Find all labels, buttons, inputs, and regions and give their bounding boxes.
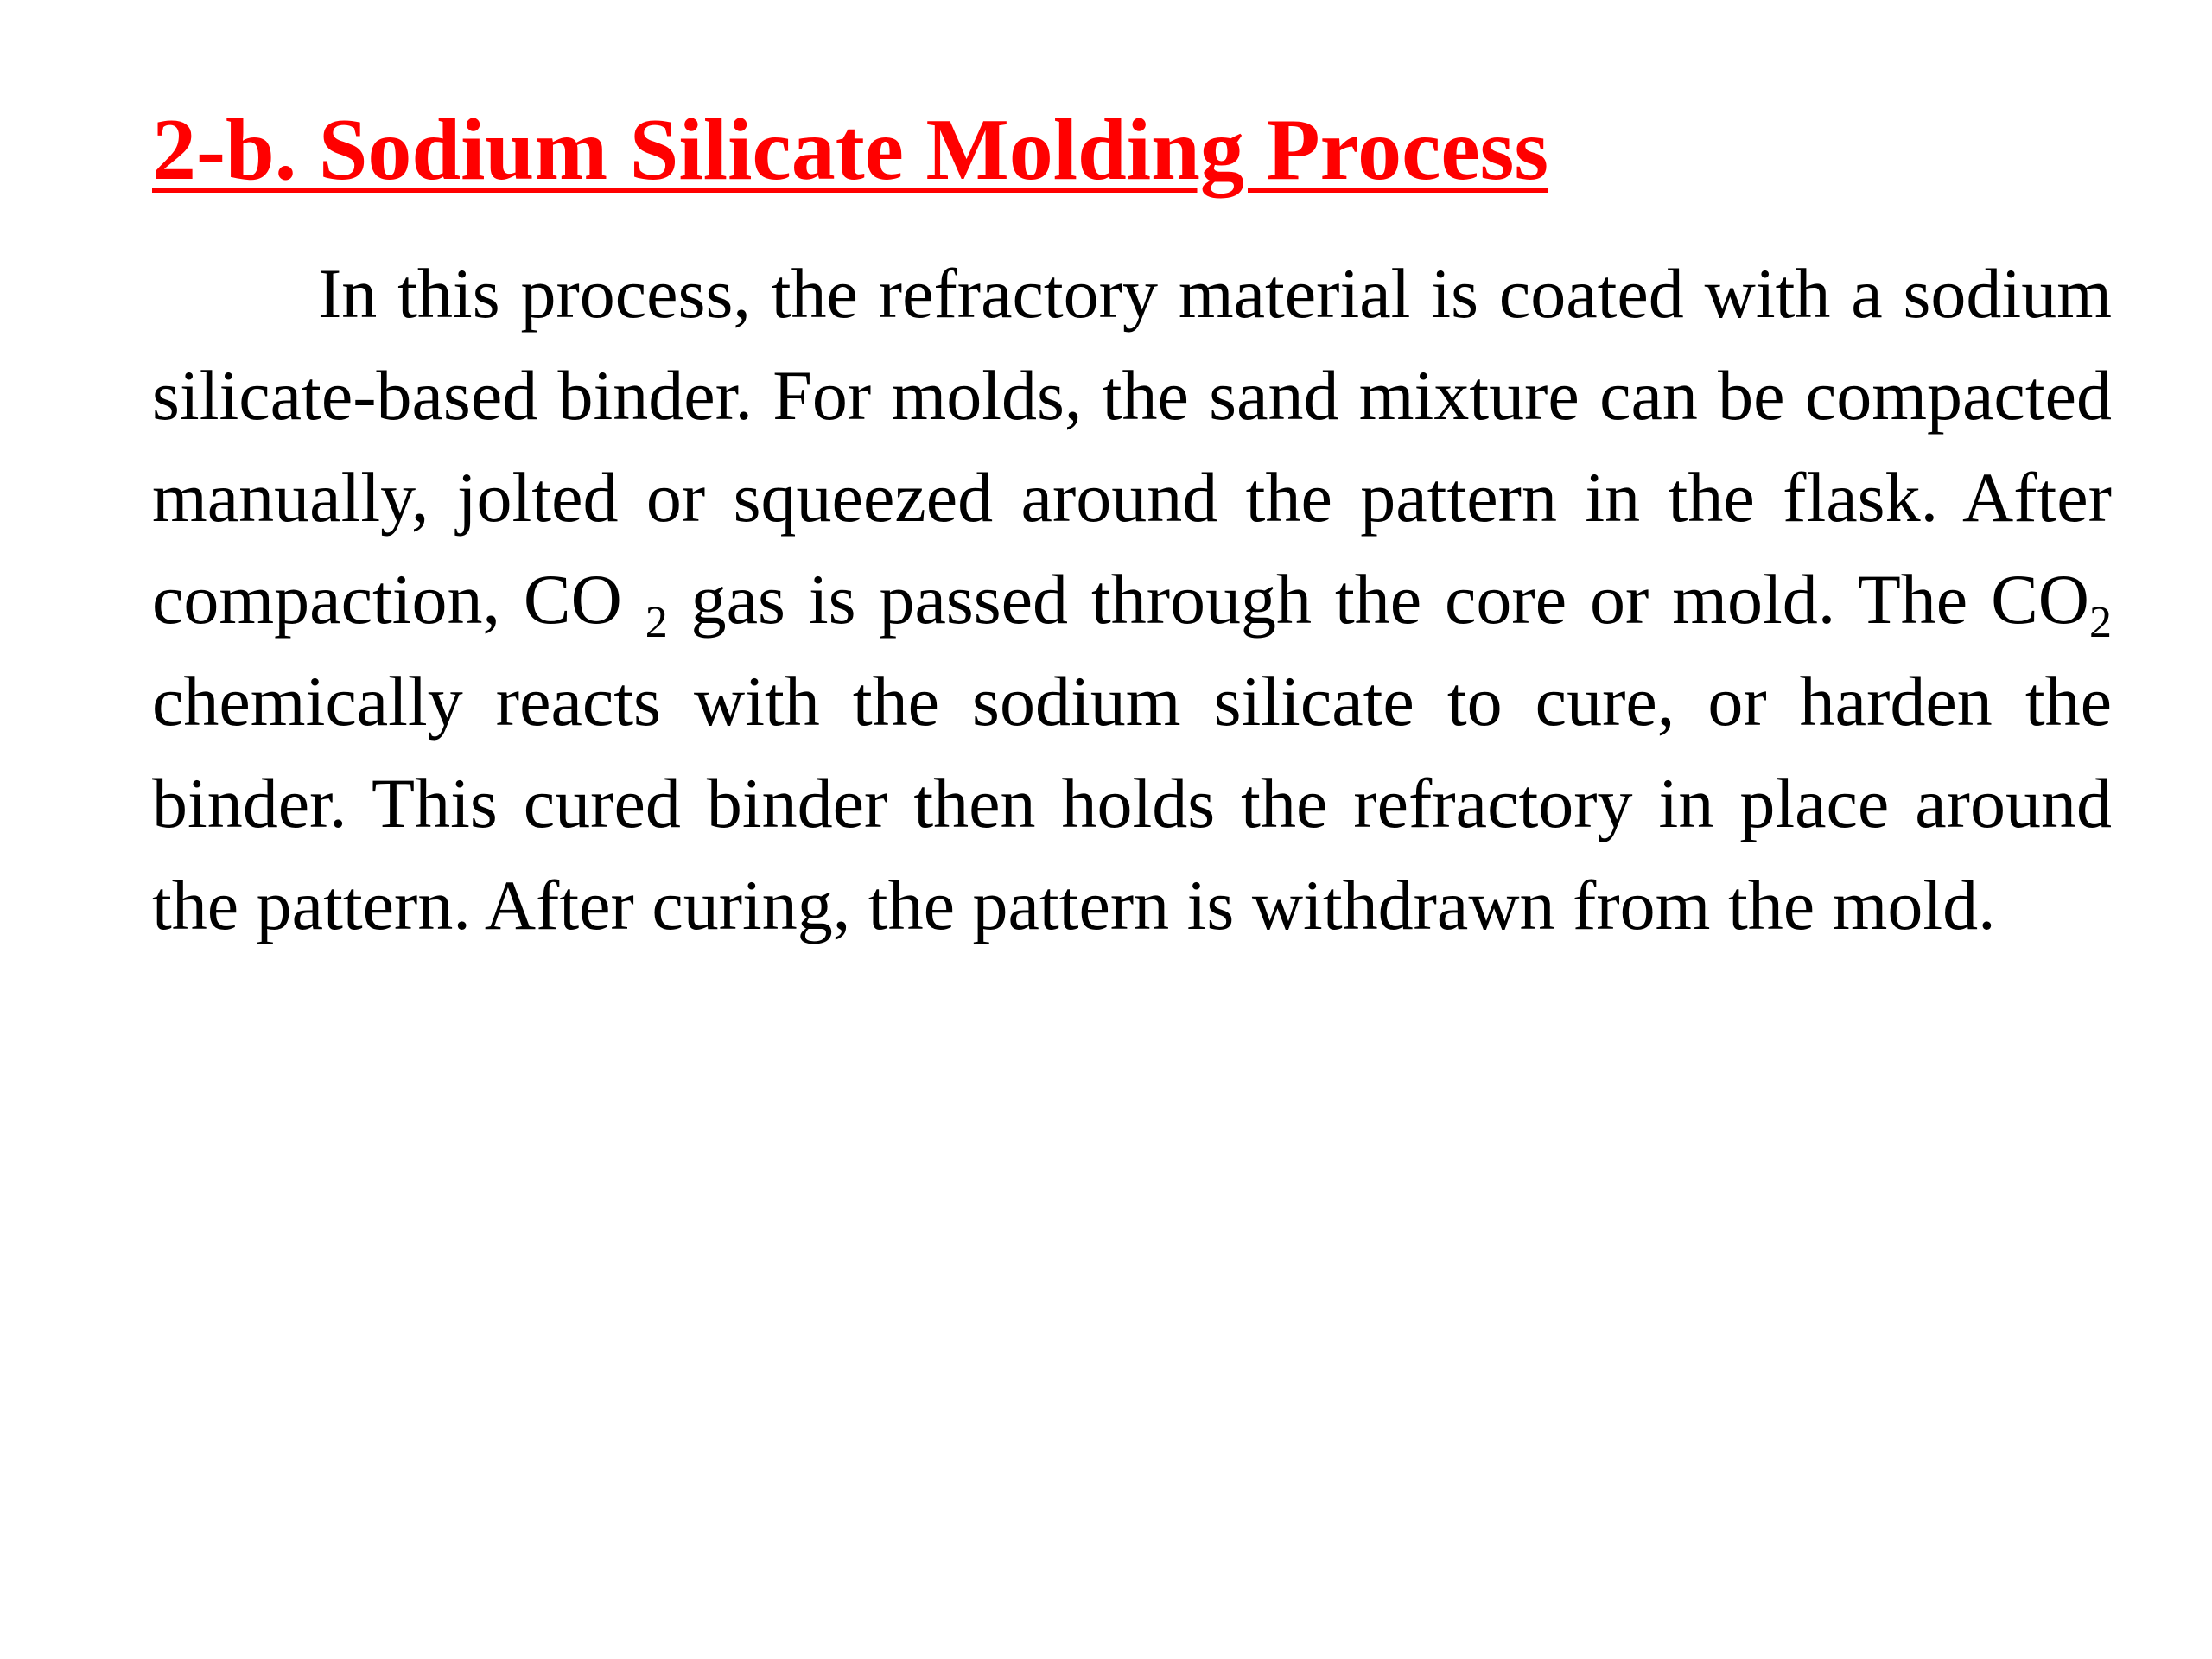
paragraph-text-1: In this process, the refractory material is coated with a sodium silicate-based binder. For molds, the sand mixture can be compacted manually, jolted or squeezed around the pattern in the flask. After compaction, CO [152, 254, 2112, 639]
co2-subscript-2: 2 [2089, 598, 2112, 647]
paragraph-text-2: gas is passed through the core or mold. The CO [667, 560, 2089, 639]
co2-subscript-1: 2 [645, 598, 668, 647]
paragraph-text-3: chemically reacts with the sodium silicate to cure, or harden the binder. This cured binder then holds the refractory in place around the pattern. After curing, the pattern is withdrawn from the mold. [152, 662, 2112, 944]
body-paragraph [152, 243, 2112, 957]
slide-title: 2-b. Sodium Silicate Molding Process [152, 101, 1549, 199]
